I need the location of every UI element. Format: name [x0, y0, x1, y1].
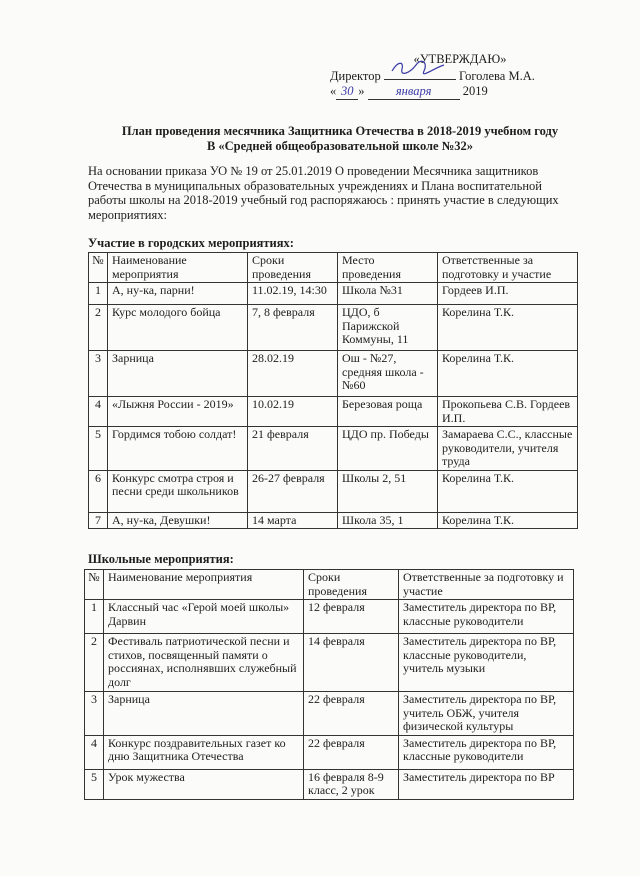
director-name: Гоголева М.А.	[458, 69, 535, 83]
table-cell: Конкурс смотра строя и песни среди школьников	[108, 470, 248, 512]
table-cell: 14 марта	[248, 512, 338, 529]
table-cell: 4	[89, 397, 108, 427]
table-cell: Гордимся тобою солдат!	[108, 427, 248, 471]
table-header-row	[89, 253, 578, 283]
table-cell: 12 февраля	[304, 600, 399, 634]
table-cell: Заместитель директора по ВР, классные руководители, учитель музыки	[399, 634, 574, 692]
table-cell: Конкурс поздравительных газет ко дню Защитника Отечества	[104, 735, 304, 769]
table-cell: 2	[89, 305, 108, 351]
table-row	[89, 470, 578, 512]
table-cell: Корелина Т.К.	[438, 351, 578, 397]
table-row	[89, 283, 578, 305]
table-row	[85, 735, 574, 769]
table-cell: Заместитель директора по ВР, учитель ОБЖ, учителя физической культуры	[399, 692, 574, 736]
table-row	[89, 397, 578, 427]
table-header-row	[85, 570, 574, 600]
table-cell: 5	[89, 427, 108, 471]
table-cell: Школы 2, 51	[338, 470, 438, 512]
table-cell: Зарница	[108, 351, 248, 397]
director-label: Директор	[330, 69, 381, 83]
table-cell: Курс молодого бойца	[108, 305, 248, 351]
table-cell: 7	[89, 512, 108, 529]
table-cell: 26-27 февраля	[248, 470, 338, 512]
school-events-table	[84, 569, 574, 800]
column-header: Наименование мероприятия	[108, 253, 248, 283]
table-cell: 1	[89, 283, 108, 305]
column-header: Сроки проведения	[248, 253, 338, 283]
table-cell: 16 февраля 8-9 класс, 2 урок	[304, 769, 399, 799]
column-header: Ответственные за подготовку и участие	[438, 253, 578, 283]
table-cell: Березовая роща	[338, 397, 438, 427]
table-cell: 28.02.19	[248, 351, 338, 397]
column-header: Наименование мероприятия	[104, 570, 304, 600]
table-cell: Заместитель директора по ВР, классные руководители	[399, 600, 574, 634]
table-cell: А, ну-ка, Девушки!	[108, 512, 248, 529]
column-header: Сроки проведения	[304, 570, 399, 600]
document-heading: План проведения месячника Защитника Отечества в 2018-2019 учебном году В «Средней общеобразовательной школе №32»	[121, 124, 559, 153]
table-cell: 6	[89, 470, 108, 512]
table-cell: Гордеев И.П.	[438, 283, 578, 305]
table-cell: Корелина Т.К.	[438, 470, 578, 512]
city-section-title: Участие в городских мероприятиях:	[88, 236, 294, 250]
approval-date: « 30 » января 2019	[330, 84, 488, 98]
table-cell: Классный час «Герой моей школы» Дарвин	[104, 600, 304, 634]
table-row	[85, 769, 574, 799]
table-cell: Зарница	[104, 692, 304, 736]
table-cell: 2	[85, 634, 104, 692]
table-row	[85, 600, 574, 634]
table-cell: Урок мужества	[104, 769, 304, 799]
table-row	[85, 634, 574, 692]
table-row	[89, 427, 578, 471]
table-cell: 4	[85, 735, 104, 769]
school-section-title: Школьные мероприятия:	[88, 552, 234, 566]
table-cell: 22 февраля	[304, 692, 399, 736]
table-cell: Замараева С.С., классные руководители, учителя труда	[438, 427, 578, 471]
table-row	[85, 692, 574, 736]
director-line	[330, 67, 570, 84]
table-row	[89, 512, 578, 529]
column-header: Ответственные за подготовку и участие	[399, 570, 574, 600]
table-cell: 14 февраля	[304, 634, 399, 692]
column-header: №	[85, 570, 104, 600]
table-cell: Школа №31	[338, 283, 438, 305]
table-cell: 21 февраля	[248, 427, 338, 471]
table-cell: 22 февраля	[304, 735, 399, 769]
director-signature	[384, 67, 456, 80]
table-cell: Заместитель директора по ВР	[399, 769, 574, 799]
table-cell: Заместитель директора по ВР, классные руководители	[399, 735, 574, 769]
approval-title: «УТВЕРЖДАЮ»	[413, 52, 507, 66]
table-cell: 10.02.19	[248, 397, 338, 427]
city-events-table	[88, 252, 578, 529]
table-cell: ЦДО, б Парижской Коммуны, 11	[338, 305, 438, 351]
table-cell: 7, 8 февраля	[248, 305, 338, 351]
table-cell: ЦДО пр. Победы	[338, 427, 438, 471]
column-header: №	[89, 253, 108, 283]
table-cell: Ош - №27, средняя школа - №60	[338, 351, 438, 397]
table-cell: Прокопьева С.В. Гордеев И.П.	[438, 397, 578, 427]
table-cell: 3	[85, 692, 104, 736]
table-cell: 1	[85, 600, 104, 634]
table-cell: А, ну-ка, парни!	[108, 283, 248, 305]
table-cell: Фестиваль патриотической песни и стихов, посвященный памяти о россиянах, исполнявших служебный долг	[104, 634, 304, 692]
approval-block	[330, 52, 570, 100]
table-cell: Корелина Т.К.	[438, 305, 578, 351]
table-cell: Корелина Т.К.	[438, 512, 578, 529]
table-cell: 11.02.19, 14:30	[248, 283, 338, 305]
column-header: Место проведения	[338, 253, 438, 283]
table-cell: 5	[85, 769, 104, 799]
date-day: 30	[336, 84, 358, 100]
date-month: января	[368, 84, 460, 100]
table-cell: Школа 35, 1	[338, 512, 438, 529]
table-cell: «Лыжня России - 2019»	[108, 397, 248, 427]
date-year: 2019	[462, 84, 488, 98]
table-cell: 3	[89, 351, 108, 397]
table-row	[89, 305, 578, 351]
table-row	[89, 351, 578, 397]
intro-paragraph: На основании приказа УО № 19 от 25.01.2019 О проведении Месячника защитников Отечества в муниципальных образовательных учреждениях и Плана воспитательной работы школы на 2018-2019 учебный год распоряжаюсь : принять участие в следующих мероприятиях:	[88, 164, 559, 222]
